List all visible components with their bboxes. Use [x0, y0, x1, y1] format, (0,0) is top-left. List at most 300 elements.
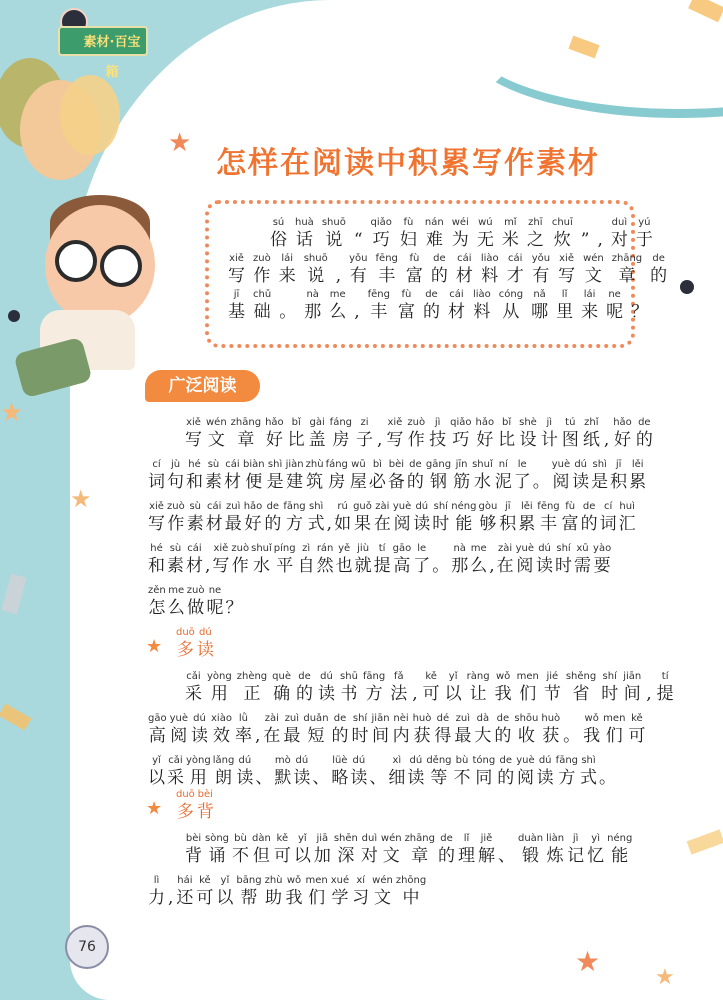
ruby-char	[412, 670, 417, 705]
ruby-char	[631, 288, 648, 323]
ruby-char	[476, 416, 495, 451]
pinyin: jié	[546, 671, 559, 682]
hanzi: 话	[295, 230, 313, 250]
hanzi: 、	[497, 846, 515, 866]
pinyin: wéi	[451, 217, 469, 228]
pinyin: yǒu	[531, 253, 551, 264]
ruby-char	[489, 542, 494, 577]
hanzi: 纸	[582, 430, 600, 450]
ruby-char	[352, 712, 369, 747]
ruby-char	[303, 712, 328, 747]
hanzi: 呢	[206, 598, 224, 618]
pinyin: kě	[276, 833, 289, 844]
ruby-char	[197, 788, 214, 823]
pinyin: shè	[519, 417, 537, 428]
pinyin: fù	[403, 217, 414, 228]
ruby-char	[216, 874, 233, 909]
pinyin: jī	[505, 501, 511, 512]
ruby-char	[148, 500, 165, 535]
column-badge: 素材·百宝箱	[58, 26, 148, 56]
ruby-char	[537, 500, 559, 535]
ruby-char	[452, 216, 469, 251]
hanzi: 采	[185, 684, 202, 704]
pinyin: zuò	[186, 585, 205, 596]
hanzi: 阅	[393, 514, 411, 534]
pinyin: huì	[619, 501, 635, 512]
ruby-char	[352, 874, 369, 909]
hanzi: 水	[252, 556, 270, 576]
hanzi: 用	[189, 768, 207, 788]
pinyin: yuè	[169, 713, 189, 724]
ruby-char	[185, 832, 202, 867]
ruby-char	[413, 542, 430, 577]
hanzi: 础	[253, 302, 271, 322]
ruby-char	[279, 288, 296, 323]
ruby-char	[546, 832, 564, 867]
pinyin: hǎo	[613, 417, 632, 428]
paragraph-line	[148, 874, 426, 909]
pinyin: zi	[360, 417, 369, 428]
pinyin: wú	[478, 217, 493, 228]
pinyin: de	[409, 459, 422, 470]
pinyin: wǒ	[286, 875, 302, 886]
pinyin: ne	[608, 289, 621, 300]
hanzi: 好	[244, 514, 262, 534]
ruby-char	[388, 458, 405, 493]
pinyin: lǐ	[561, 289, 568, 300]
pinyin: yú	[638, 217, 651, 228]
ruby-char	[413, 712, 432, 747]
hanzi: 背	[196, 802, 214, 822]
ruby-char	[176, 874, 193, 909]
hanzi: 章	[237, 430, 255, 450]
hanzi: 同	[475, 768, 493, 788]
pinyin: cóng	[498, 289, 524, 300]
hanzi: 我	[285, 888, 303, 908]
ruby-char	[604, 416, 609, 451]
pinyin: gòu	[478, 501, 498, 512]
ruby-char	[494, 712, 511, 747]
ruby-char	[304, 288, 321, 323]
pinyin: shí	[433, 501, 448, 512]
ruby-char	[558, 252, 575, 287]
hanzi: 之	[526, 230, 544, 250]
ruby-char	[336, 252, 341, 287]
ruby-char	[263, 712, 280, 747]
hanzi: 技	[429, 430, 447, 450]
ruby-char	[272, 670, 291, 705]
pinyin: xiě	[186, 417, 201, 428]
hanzi: 解	[477, 846, 495, 866]
paragraph-line	[148, 754, 616, 789]
ruby-char	[473, 754, 496, 789]
hanzi: 素	[205, 472, 222, 492]
hanzi: 读	[350, 768, 368, 788]
ruby-char	[211, 712, 232, 747]
ruby-char	[552, 216, 573, 251]
pinyin: de	[638, 417, 651, 428]
star-bullet-icon: ★	[146, 798, 163, 819]
hanzi: 的	[422, 302, 440, 322]
ruby-char	[581, 288, 598, 323]
hanzi: 背	[185, 846, 202, 866]
pinyin: cái	[225, 459, 240, 470]
ruby-char	[556, 754, 578, 789]
hanzi: 积	[499, 514, 517, 534]
pinyin: liào	[480, 253, 499, 264]
ruby-char	[495, 670, 512, 705]
ruby-char	[470, 542, 487, 577]
ruby-char	[185, 670, 202, 705]
pinyin: wū	[351, 459, 366, 470]
star-icon: ★	[655, 965, 675, 990]
pinyin: de	[440, 833, 453, 844]
hanzi: 、	[255, 768, 273, 788]
hanzi: 对	[610, 230, 628, 250]
ruby-char	[453, 458, 470, 493]
pinyin: fù	[401, 289, 412, 300]
ruby-char	[288, 416, 305, 451]
hanzi: 读	[413, 514, 431, 534]
ruby-char	[555, 542, 572, 577]
hanzi: 以	[216, 888, 234, 908]
pinyin: guǒ	[353, 501, 372, 512]
ruby-char	[205, 832, 229, 867]
ruby-char	[369, 458, 386, 493]
hanzi: 效	[212, 726, 230, 746]
ruby-char	[450, 416, 471, 451]
ruby-char	[295, 216, 314, 251]
ruby-char	[499, 500, 516, 535]
pinyin: hǎo	[475, 417, 495, 428]
hanzi: 读	[293, 768, 311, 788]
pinyin: kě	[425, 671, 437, 682]
hanzi: 图	[561, 430, 579, 450]
hanzi: ,	[326, 514, 333, 534]
pinyin: de	[298, 671, 311, 682]
hanzi: 但	[252, 846, 270, 866]
pinyin: yǐ	[152, 755, 161, 766]
ruby-char	[286, 874, 303, 909]
ruby-char	[187, 584, 205, 619]
paragraph-line	[185, 670, 674, 705]
pinyin: sú	[272, 217, 285, 228]
ruby-char	[454, 754, 471, 789]
ruby-char	[566, 670, 596, 705]
ruby-char	[372, 874, 393, 909]
pinyin: rán	[316, 543, 334, 554]
ruby-char	[336, 542, 353, 577]
pinyin: duì	[361, 833, 378, 844]
ruby-char	[255, 754, 272, 789]
pinyin: yuè	[516, 755, 535, 766]
ruby-char	[393, 500, 411, 535]
ruby-char	[317, 542, 334, 577]
pinyin: zhōng	[395, 875, 427, 886]
ruby-char	[583, 416, 600, 451]
ruby-char	[314, 832, 331, 867]
ruby-char	[425, 216, 444, 251]
pinyin: xí	[356, 875, 366, 886]
intro-line-3	[228, 288, 648, 323]
hanzi: 建	[286, 472, 304, 492]
hanzi: 也	[335, 556, 353, 576]
hanzi: 盖	[308, 430, 326, 450]
hanzi: 说	[307, 266, 325, 286]
ruby-char	[646, 670, 651, 705]
pinyin: zuò	[167, 501, 185, 512]
hanzi: 好	[476, 430, 494, 450]
hanzi: 的	[580, 514, 598, 534]
hanzi: 的	[437, 846, 455, 866]
section-label: 广泛阅读	[145, 370, 260, 402]
ruby-char	[454, 712, 471, 747]
ruby-char	[518, 832, 543, 867]
pinyin: zhāng	[611, 253, 643, 264]
pinyin: dú	[295, 755, 309, 766]
ruby-char	[237, 670, 267, 705]
ruby-char	[562, 416, 579, 451]
hanzi: 屋	[349, 472, 367, 492]
pinyin: bì	[372, 459, 382, 470]
hanzi: 有	[532, 266, 550, 286]
ruby-char	[583, 712, 600, 747]
hanzi: 累	[629, 472, 647, 492]
pinyin: jiù	[357, 543, 370, 554]
ruby-char	[206, 584, 223, 619]
pinyin: le	[417, 543, 427, 554]
ruby-char	[650, 252, 667, 287]
hanzi: 文	[584, 266, 602, 286]
pinyin: fǎ	[393, 671, 404, 682]
hanzi: 深	[337, 846, 355, 866]
hanzi: 作	[167, 514, 185, 534]
pinyin: bèi	[185, 833, 202, 844]
hanzi: 读	[572, 472, 590, 492]
ruby-char	[340, 670, 358, 705]
hanzi: 力	[148, 888, 165, 908]
ruby-char	[350, 754, 367, 789]
hanzi: 材	[205, 514, 223, 534]
ruby-char	[327, 500, 332, 535]
hanzi: 么	[167, 598, 185, 618]
pinyin: gāng	[425, 459, 452, 470]
ruby-char	[426, 458, 451, 493]
pinyin: dà	[476, 713, 490, 724]
ruby-char	[148, 874, 165, 909]
hanzi: ,	[489, 556, 495, 576]
hanzi: 正	[243, 684, 261, 704]
hanzi: 锻	[522, 846, 540, 866]
star-icon: ★	[575, 945, 601, 978]
ruby-char	[167, 500, 185, 535]
ruby-char	[407, 458, 424, 493]
confetti	[1, 574, 26, 615]
pinyin: bèi	[197, 789, 213, 800]
hanzi: 省	[572, 684, 590, 704]
pinyin: xué	[330, 875, 350, 886]
ruby-char	[231, 542, 249, 577]
pinyin: zuì	[226, 501, 241, 512]
pinyin: yòng	[207, 671, 232, 682]
hanzi: 方	[365, 684, 383, 704]
ruby-char	[514, 458, 531, 493]
ruby-char	[423, 670, 440, 705]
ruby-char	[606, 288, 623, 323]
pinyin: zài	[498, 543, 513, 554]
pinyin: cái	[457, 253, 472, 264]
ruby-char	[298, 542, 315, 577]
pinyin: dú	[409, 755, 423, 766]
ruby-char	[286, 458, 304, 493]
hanzi: 得	[434, 726, 452, 746]
hanzi: 句	[167, 472, 184, 492]
ruby-char	[467, 670, 490, 705]
pinyin: qiǎo	[370, 217, 392, 228]
pinyin: jiān	[623, 671, 642, 682]
ruby-char	[270, 216, 287, 251]
ruby-char	[170, 712, 188, 747]
hanzi: 时	[601, 684, 619, 704]
ruby-char	[332, 712, 349, 747]
hanzi: 我	[494, 684, 512, 704]
ruby-char	[572, 458, 589, 493]
ruby-char	[225, 500, 242, 535]
pinyin: ne	[208, 585, 222, 596]
hanzi: 阅	[516, 556, 534, 576]
hanzi: ,	[597, 230, 603, 250]
hanzi: 读	[536, 556, 554, 576]
pinyin: yě	[338, 543, 351, 554]
pinyin: dú	[198, 627, 212, 638]
pinyin: zhèng	[236, 671, 268, 682]
star-icon: ★	[70, 485, 92, 513]
hanzi: 率	[234, 726, 252, 746]
pinyin: tí	[661, 671, 669, 682]
ruby-char	[541, 712, 560, 747]
pinyin: duì	[611, 217, 628, 228]
hanzi: 果	[353, 514, 371, 534]
hanzi: 以	[444, 684, 462, 704]
hanzi: 写	[558, 266, 576, 286]
page-title: 怎样在阅读中积累写作素材	[216, 146, 600, 181]
hanzi: ,	[254, 726, 261, 746]
hanzi: 里	[556, 302, 574, 322]
hanzi: ,	[646, 684, 652, 704]
hanzi: 材	[455, 266, 473, 286]
hanzi: 才	[506, 266, 524, 286]
ruby-char	[531, 288, 548, 323]
pinyin: zuò	[253, 253, 271, 264]
ruby-char	[312, 754, 329, 789]
pinyin: dú	[238, 755, 252, 766]
ruby-char	[396, 874, 426, 909]
hanzi: 巧	[452, 430, 470, 450]
pinyin: ràng	[466, 671, 490, 682]
ruby-char	[331, 754, 348, 789]
pinyin: gāo	[148, 713, 167, 724]
pinyin: néng	[451, 501, 477, 512]
pinyin: hé	[150, 543, 163, 554]
ruby-char	[329, 288, 346, 323]
ruby-char	[304, 252, 328, 287]
ruby-char	[517, 670, 539, 705]
ruby-char	[191, 712, 208, 747]
ruby-char	[390, 670, 407, 705]
ruby-char	[581, 500, 598, 535]
ruby-char	[334, 500, 351, 535]
pinyin: le	[517, 459, 527, 470]
hanzi: 的	[494, 726, 512, 746]
hanzi: 炊	[553, 230, 571, 250]
hanzi: 备	[387, 472, 405, 492]
pinyin: zěn	[148, 585, 166, 596]
ruby-char	[432, 500, 449, 535]
ruby-char	[231, 416, 261, 451]
ruby-char	[186, 754, 211, 789]
hanzi: 够	[479, 514, 497, 534]
pinyin: men	[603, 713, 626, 724]
hanzi: 提	[373, 556, 391, 576]
hanzi: 能	[455, 514, 473, 534]
hanzi: 素	[167, 556, 184, 576]
pinyin: lǜ	[238, 713, 249, 724]
ruby-char	[306, 458, 324, 493]
pinyin: shí	[352, 713, 368, 724]
ruby-char	[623, 670, 641, 705]
dot	[680, 280, 694, 294]
pinyin: huò	[541, 713, 561, 724]
pinyin: zhāng	[404, 833, 435, 844]
hanzi: 积	[610, 472, 628, 492]
ruby-char	[451, 500, 476, 535]
hanzi: 们	[308, 888, 326, 908]
ruby-char	[497, 754, 514, 789]
hanzi: 丰	[378, 266, 396, 286]
ruby-char	[413, 500, 430, 535]
ruby-char	[361, 832, 378, 867]
ruby-char	[472, 458, 493, 493]
hanzi: 巧	[372, 230, 390, 250]
ruby-char	[293, 754, 310, 789]
hanzi: 最	[454, 726, 472, 746]
hanzi: 确	[273, 684, 291, 704]
ruby-char	[371, 216, 392, 251]
pinyin: dú	[538, 543, 551, 554]
hanzi: 富	[405, 266, 423, 286]
hanzi: 章	[411, 846, 429, 866]
hanzi: ,	[205, 556, 211, 576]
pinyin: fāng	[555, 755, 579, 766]
pinyin: mò	[274, 755, 291, 766]
ruby-char	[448, 288, 465, 323]
hanzi: 了	[413, 556, 431, 576]
hanzi: 。	[279, 302, 297, 322]
pinyin: shì	[308, 501, 324, 512]
hanzi: 加	[313, 846, 331, 866]
ruby-char	[636, 216, 653, 251]
hanzi: 。	[599, 768, 617, 788]
hanzi: 可	[196, 888, 214, 908]
hanzi: 文	[374, 888, 391, 908]
hanzi: 让	[469, 684, 487, 704]
hanzi: 要	[593, 556, 611, 576]
star-icon: ★	[168, 128, 192, 158]
hanzi: 作	[231, 556, 249, 576]
ruby-char	[207, 670, 232, 705]
pinyin: jiā	[316, 833, 329, 844]
ruby-char	[516, 542, 534, 577]
